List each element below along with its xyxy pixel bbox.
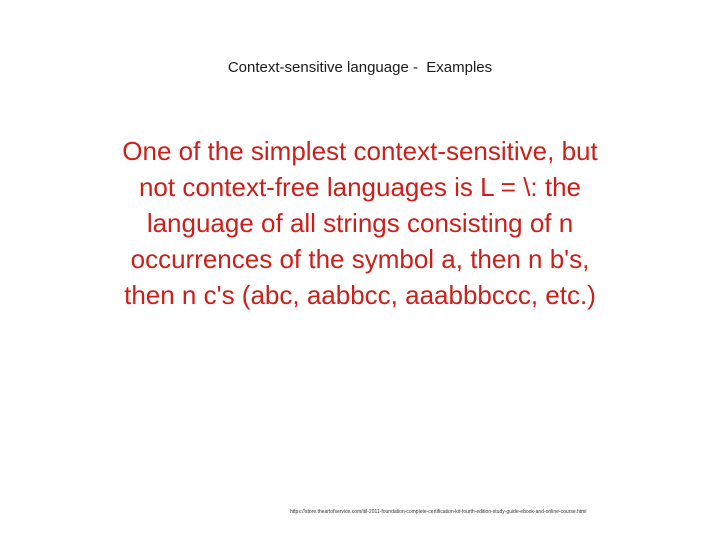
body-line: occurrences of the symbol a, then n b's, [130, 244, 590, 274]
footer-url-link[interactable]: https://store.theartofservice.com/itil-2011-foundation-complete-certification-kit-fourth-edition-study-guide-ebook-and-online-course.html [290, 509, 587, 515]
slide-body-text [60, 133, 660, 313]
slide-title: Context-sensitive language - Examples [227, 59, 493, 76]
body-line: language of all strings consisting of n [146, 208, 574, 238]
body-line: One of the simplest context-sensitive, but [122, 136, 598, 166]
body-line: not context-free languages is L = \: the [138, 172, 582, 202]
body-line: then n c's (abc, aabbcc, aaabbbccc, etc.) [124, 280, 596, 310]
